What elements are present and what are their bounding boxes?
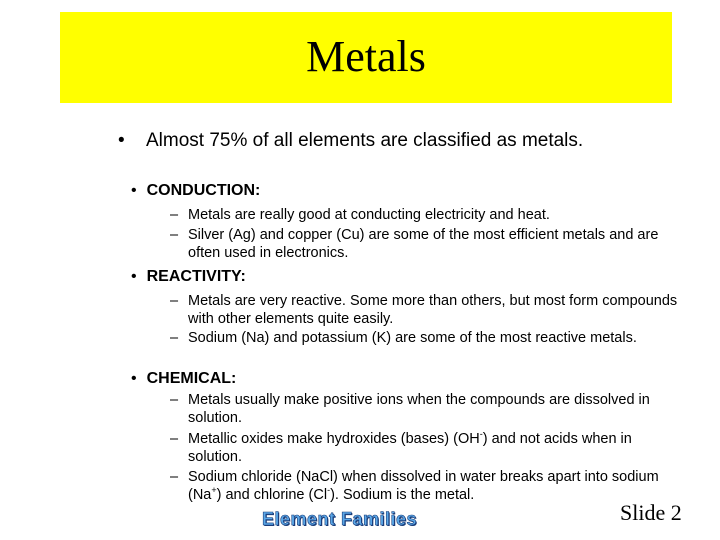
dash-icon: –: [170, 207, 179, 223]
slide-number: Slide 2: [620, 500, 682, 525]
section-heading-reactivity: [131, 268, 246, 286]
bullet-icon: •: [131, 268, 137, 285]
list-item-text: Metals usually make positive ions when the compounds are dissolved in solution.: [188, 392, 650, 426]
bullet-icon: •: [131, 182, 137, 199]
list-item-text: Metals are really good at conducting electricity and heat.: [188, 207, 550, 223]
list-item-text: Silver (Ag) and copper (Cu) are some of the most efficient metals and are often used in electronics.: [188, 227, 659, 261]
footer-logo: Element Families: [262, 509, 418, 529]
list-item-text: Metallic oxides make hydroxides (bases) (OH-) and not acids when in solution.: [188, 429, 632, 465]
dash-icon: –: [170, 227, 179, 243]
section-heading-chemical: [131, 370, 236, 388]
section-heading-label: REACTIVITY:: [146, 268, 246, 285]
section-heading-label: CHEMICAL:: [146, 370, 237, 387]
dash-icon: –: [170, 330, 179, 346]
list-item-text: Metals are very reactive. Some more than others, but most form compounds with other elements quite easily.: [188, 293, 678, 327]
dash-icon: –: [170, 469, 179, 485]
section-heading-conduction: [131, 182, 260, 200]
dash-icon: –: [170, 293, 179, 309]
main-bullet-text: Almost 75% of all elements are classified as metals.: [146, 130, 584, 151]
list-item-text: Sodium (Na) and potassium (K) are some of the most reactive metals.: [188, 330, 637, 346]
dash-icon: –: [170, 431, 179, 447]
section-heading-label: CONDUCTION:: [146, 182, 261, 199]
dash-icon: –: [170, 392, 179, 408]
bullet-icon: •: [118, 130, 125, 151]
bullet-icon: •: [131, 370, 137, 387]
slide-title: Metals: [306, 32, 426, 81]
list-item-text: Sodium chloride (NaCl) when dissolved in water breaks apart into sodium (Na+) and chlorine (Cl-). Sodium is the metal.: [188, 469, 659, 503]
title-banner: [60, 12, 672, 103]
